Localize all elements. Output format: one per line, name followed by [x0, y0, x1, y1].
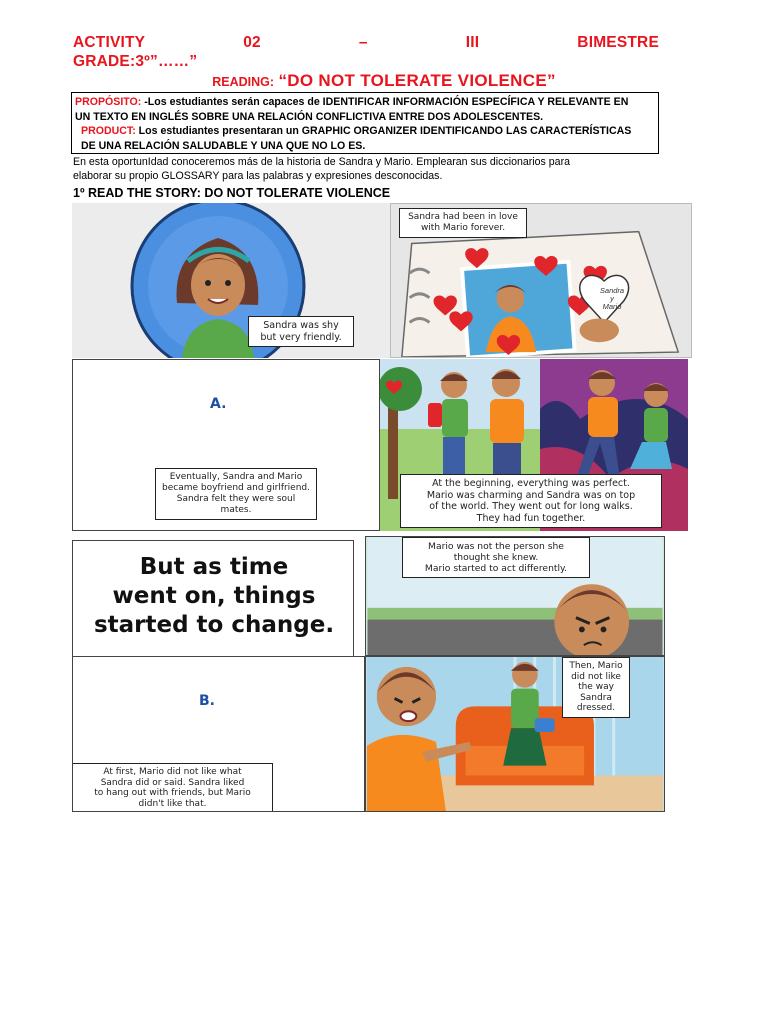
big-text-line: went on, things [112, 583, 316, 609]
activity-number: 02 [243, 34, 261, 51]
caption-line: Sandra felt they were soul mates. [176, 494, 296, 515]
notebook-names [594, 287, 630, 311]
caption-line: Mario was not the person she [428, 541, 564, 552]
bimestre-word: BIMESTRE [577, 34, 659, 51]
caption-line: Sandra [580, 692, 612, 703]
purpose-box [71, 92, 659, 154]
caption-line: with Mario forever. [420, 223, 506, 233]
caption-in-love [399, 208, 527, 238]
comic-panel-mario-different [365, 536, 665, 656]
reading-heading [0, 71, 768, 91]
comic-panel-sandra-shy [72, 203, 390, 358]
product-label: PRODUCT: [81, 125, 136, 137]
reading-title: “DO NOT TOLERATE VIOLENCE” [278, 71, 556, 90]
intro-line-2: elaborar su propio GLOSSARY para las palabras y expresiones desconocidas. [73, 170, 443, 183]
reading-label: READING: [212, 75, 275, 89]
caption-sandra-shy [248, 316, 354, 347]
caption-line: the way [578, 682, 614, 692]
caption-line: but very friendly. [260, 331, 342, 343]
notebook-name-y: y [610, 294, 614, 303]
purpose-line-2: UN TEXTO EN INGLÉS SOBRE UNA RELACIÓN CONFLICTIVA ENTRE DOS ADOLESCENTES. [75, 110, 544, 123]
header-dash: – [358, 34, 368, 51]
purpose-line-1 [75, 95, 655, 110]
caption-line: Mario was charming and Sandra was on top [426, 489, 636, 501]
caption-line: became boyfriend and girlfriend. [162, 483, 310, 493]
caption-mario-different [402, 537, 590, 578]
comic-panel-beginning [380, 359, 688, 531]
product-line-1 [75, 124, 655, 139]
caption-line: Eventually, Sandra and Mario [169, 472, 303, 482]
caption-mario-dress [562, 657, 630, 718]
label-a: A. [210, 396, 227, 412]
caption-line: didn't like that. [138, 798, 207, 809]
caption-line: Mario started to act differently. [424, 563, 568, 574]
comic-panel-a [72, 359, 380, 531]
activity-word: ACTIVITY [73, 34, 146, 51]
caption-line: Sandra had been in love [408, 212, 518, 222]
caption-line: dressed. [576, 703, 616, 713]
bimester-roman: III [465, 34, 480, 51]
big-text-line: started to change. [93, 612, 335, 638]
purpose-text-1: -Los estudiantes serán capaces de IDENTIFICAR INFORMACIÓN ESPECÍFICA Y RELEVANTE EN [141, 96, 629, 108]
notebook-name-sandra: Sandra [599, 286, 625, 295]
comic-panel-in-love [390, 203, 692, 358]
story-heading: 1º READ THE STORY: DO NOT TOLERATE VIOLENCE [73, 186, 391, 200]
caption-line: thought she knew. [453, 552, 539, 563]
grade-label: GRADE:3º”……” [73, 53, 198, 70]
caption-beginning-perfect [400, 474, 662, 528]
label-b: B. [199, 693, 215, 709]
big-text-things-change [73, 553, 354, 640]
activity-header-row [73, 34, 659, 52]
caption-line: At first, Mario did not like what [103, 767, 242, 777]
caption-line: did not like [571, 671, 621, 682]
caption-mario-dislikes [73, 763, 273, 812]
caption-boyfriend-girlfriend [155, 468, 317, 520]
caption-line: At the beginning, everything was perfect. [432, 478, 630, 489]
big-text-line: But as time [139, 554, 289, 580]
product-line-2: DE UNA RELACIÓN SALUDABLE Y UNA QUE NO LO ES. [81, 139, 366, 152]
caption-line: Sandra was shy [263, 320, 339, 331]
comic-panel-mario-dress [365, 656, 665, 812]
caption-line: to hang out with friends, but Mario [94, 788, 251, 798]
notebook-name-mario: Mario [602, 302, 622, 311]
comic-panel-things-change [72, 540, 354, 656]
caption-line: of the world. They went out for long walks. [429, 501, 633, 512]
comic-panel-b [72, 656, 365, 812]
grade-row [73, 53, 659, 71]
caption-line: Sandra did or said. Sandra liked [100, 777, 245, 788]
caption-line: Then, Mario [569, 661, 623, 671]
intro-line-1: En esta oportunIdad conoceremos más de la historia de Sandra y Mario. Emplearan sus diccionarios para [73, 156, 570, 168]
product-text-1: Los estudiantes presentaran un GRAPHIC ORGANIZER IDENTIFICANDO LAS CARACTERÍSTICAS [135, 125, 632, 137]
intro-paragraph [73, 155, 673, 183]
caption-line: They had fun together. [476, 512, 586, 524]
purpose-label: PROPÓSITO: [75, 96, 142, 108]
